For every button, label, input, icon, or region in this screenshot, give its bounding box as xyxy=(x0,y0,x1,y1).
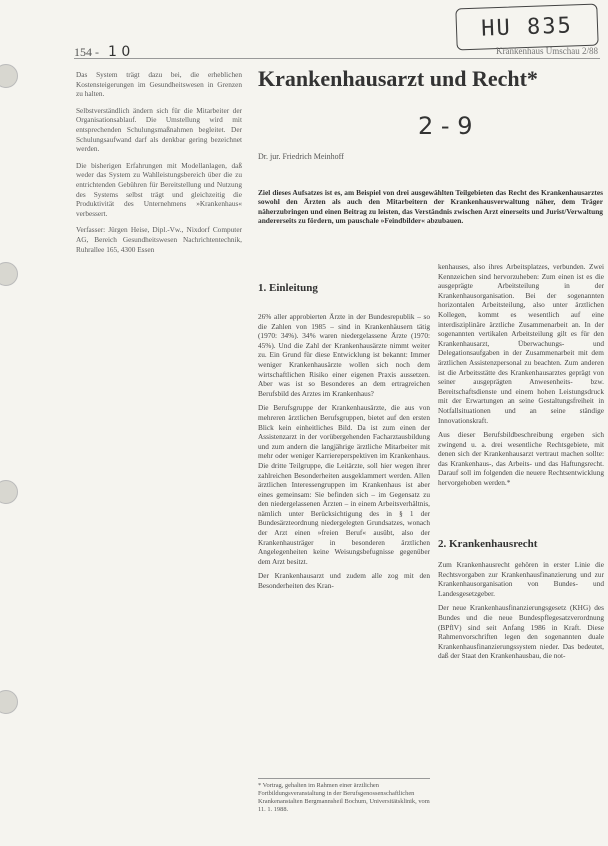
sidebar-author-note: Verfasser: Jürgen Heise, Dipl.-Vw., Nixdorf Computer AG, Bereich Gesundheitswesen Nachrichtentechnik, Ruhrallee 165, 4300 Essen xyxy=(76,225,242,254)
article-abstract: Ziel dieses Aufsatzes ist es, am Beispiel von drei ausgewählten Teilgebieten das Recht des Krankenhausarztes sowohl den Ärzten als auch den Mitarbeitern der Krankenhausverwaltung näher, dem Träger näherzubringen und einen Beitrag zu leisten, das Verständnis zwischen Arzt einerseits und Jurist/Verwaltung andererseits zu fördern, um pauschale »Feindbilder« abzubauen. xyxy=(258,188,603,226)
body-paragraph: Aus dieser Berufsbildbeschreibung ergeben sich zwingend u. a. drei wesentliche Rechtsgebiete, mit denen sich der Krankenhausarzt vertraut machen sollte: das Krankenhaus-, das Arbeits- und das Haftungsrecht. Darauf soll im folgenden die neuere Rechtsentwicklung hervorgehoben werden.* xyxy=(438,430,604,488)
punch-hole-lower xyxy=(0,480,18,504)
body-paragraph: 26% aller approbierten Ärzte in der Bundesrepublik – so die Zahlen von 1985 – sind in Krankenhäusern tätig (1970: 34%). 34% waren niedergelassene Ärzte (1970: 45%). Und die Zahl der Krankenhausärzte nimmt weiter zu. Ein Grund für diese Entwicklung ist bekannt: Immer weniger Krankenhausärzte wollen sich noch dem wirtschaftlichen Risiko einer eigenen Praxis aussetzen. Aber was ist so Besonderes an dem ertragreichen Berufsbild des Arztes im Krankenhaus? xyxy=(258,312,430,398)
article-column-left xyxy=(258,312,430,596)
body-paragraph: Die Berufsgruppe der Krankenhausärzte, die aus von mehreren ärztlichen Berufsgruppen, bietet auf den ersten Blick kein einheitliches Bild. Da ist zum einen der Assistenzarzt in der vorübergehenden Facharztausbildung und zum andern die langjährige ärztliche Mitarbeiter mit mehr oder weniger Karriereperspektiven im Krankenhaus. Die dritte Teilgruppe, die Leitärzte, soll hier wegen ihrer zahlreichen Besonderheiten ausgeklammert werden. Allen ärztlichen Interessengruppen im Krankenhaus ist aber eines gemeinsam: Sie befinden sich – im Gegensatz zu den niedergelassenen Ärzten – in einem Arbeitsverhältnis, nämlich unter Berücksichtigung des in § 1 der Bundesärzteordnung niedergelegten Grundsatzes, wonach der Arzt einen »freien Beruf« ausübt, also der Krankenhausträger in besonderen ärztlichen Angelegenheiten keine Weisungsbefugnisse gegenüber dem Arzt besitzt. xyxy=(258,403,430,566)
handwritten-stamp: HU 835 xyxy=(455,4,598,51)
footnote: * Vortrag, gehalten im Rahmen einer ärztlichen Fortbildungsveranstaltung in der Berufsgenossenschaftlichen Krankenanstalten Bergmannsheil Bochum, Universitätsklinik, vom 11. 1. 1988. xyxy=(258,778,430,814)
article-column-right xyxy=(438,262,604,493)
sidebar-paragraph: Selbstverständlich ändern sich für die Mitarbeiter der Organisationsablauf. Die Umstellung wird mit entsprechenden Schulungsmaßnahmen begleitet. Der Schulungsaufwand darf als denkbar gering bezeichnet werden. xyxy=(76,105,242,154)
punch-hole-middle xyxy=(0,262,18,286)
page-number-printed: 154 - xyxy=(74,45,99,59)
sidebar-paragraph: Das System trägt dazu bei, die erheblichen Kostensteigerungen im Gesundheitswesen in Grenzen zu halten. xyxy=(76,70,242,99)
section-heading-einleitung: 1. Einleitung xyxy=(258,282,318,294)
article-title: Krankenhausarzt und Recht* xyxy=(258,66,538,91)
body-paragraph: Der neue Krankenhausfinanzierungsgesetz (KHG) des Bundes und die neue Bundespflegesatzverordnung (BPflV) sind seit Anfang 1986 in Kraft. Diese Rahmenvorschriften legen den sogenannten duale Krankenhausfinanzierungssystem nieder. Das bedeutet, daß der Staat den Krankenhausbau, die not- xyxy=(438,603,604,661)
body-paragraph: Zum Krankenhausrecht gehören in erster Linie die Rechtsvorgaben zur Krankenhausfinanzierung und zur Krankenhausorganisation von Bundes- und Landesgesetzgeber. xyxy=(438,560,604,598)
journal-header: Krankenhaus Umschau 2/88 xyxy=(496,46,598,56)
article-column-right-lower xyxy=(438,560,604,666)
section-heading-krankenhausrecht: 2. Krankenhausrecht xyxy=(438,538,538,550)
punch-hole-top xyxy=(0,64,18,88)
sidebar-column xyxy=(76,70,242,261)
sidebar-paragraph: Die bisherigen Erfahrungen mit Modellanlagen, daß weder das System zu Wahlleistungsbereich über die zu entrichtenden Gebühren für Bereitstellung und Nutzung des Systems selbst trägt und gleichzeitig die Produktivität des Unternehmens »Krankenhaus« verbessert. xyxy=(76,160,242,218)
handwritten-note: 2 - 9 xyxy=(418,112,473,140)
header-rule xyxy=(74,58,600,59)
page-number-handwritten: 1 0 xyxy=(108,44,131,60)
punch-hole-bottom xyxy=(0,690,18,714)
article-author: Dr. jur. Friedrich Meinhoff xyxy=(258,152,344,161)
body-paragraph: kenhauses, also ihres Arbeitsplatzes, verbunden. Zwei Kennzeichen sind hervorzuheben: Zum einen ist es die ausgeprägte Arbeitsteilung in der Krankenhausorganisation. Bei der sogenannten horizontalen Arbeitsteilung, also unter ärztlichen Kollegen, kommt es wesentlich auf eine interdisziplinäre ärztliche Zusammenarbeit an. In der sogenannten vertikalen Arbeitsteilung gilt es für den Krankenhausarzt, Überwachungs- und Delegationsaufgaben in der Zusammenarbeit mit dem ärztlichen Assistenzpersonal zu beachten. Zum anderen ist die Arbeitsstätte des Krankenhausarztes geprägt von seiner ausgeprägten Anwesenheits- bzw. Bereitschaftsdienste und einem hohen Leistungsdruck mit der Erwartungen an seine Gestaltungsfreiheit in Notfallsituationen und an seine ständige Innovationskraft. xyxy=(438,262,604,425)
body-paragraph: Der Krankenhausarzt und zudem alle zog mit den Besonderheiten des Kran- xyxy=(258,571,430,591)
